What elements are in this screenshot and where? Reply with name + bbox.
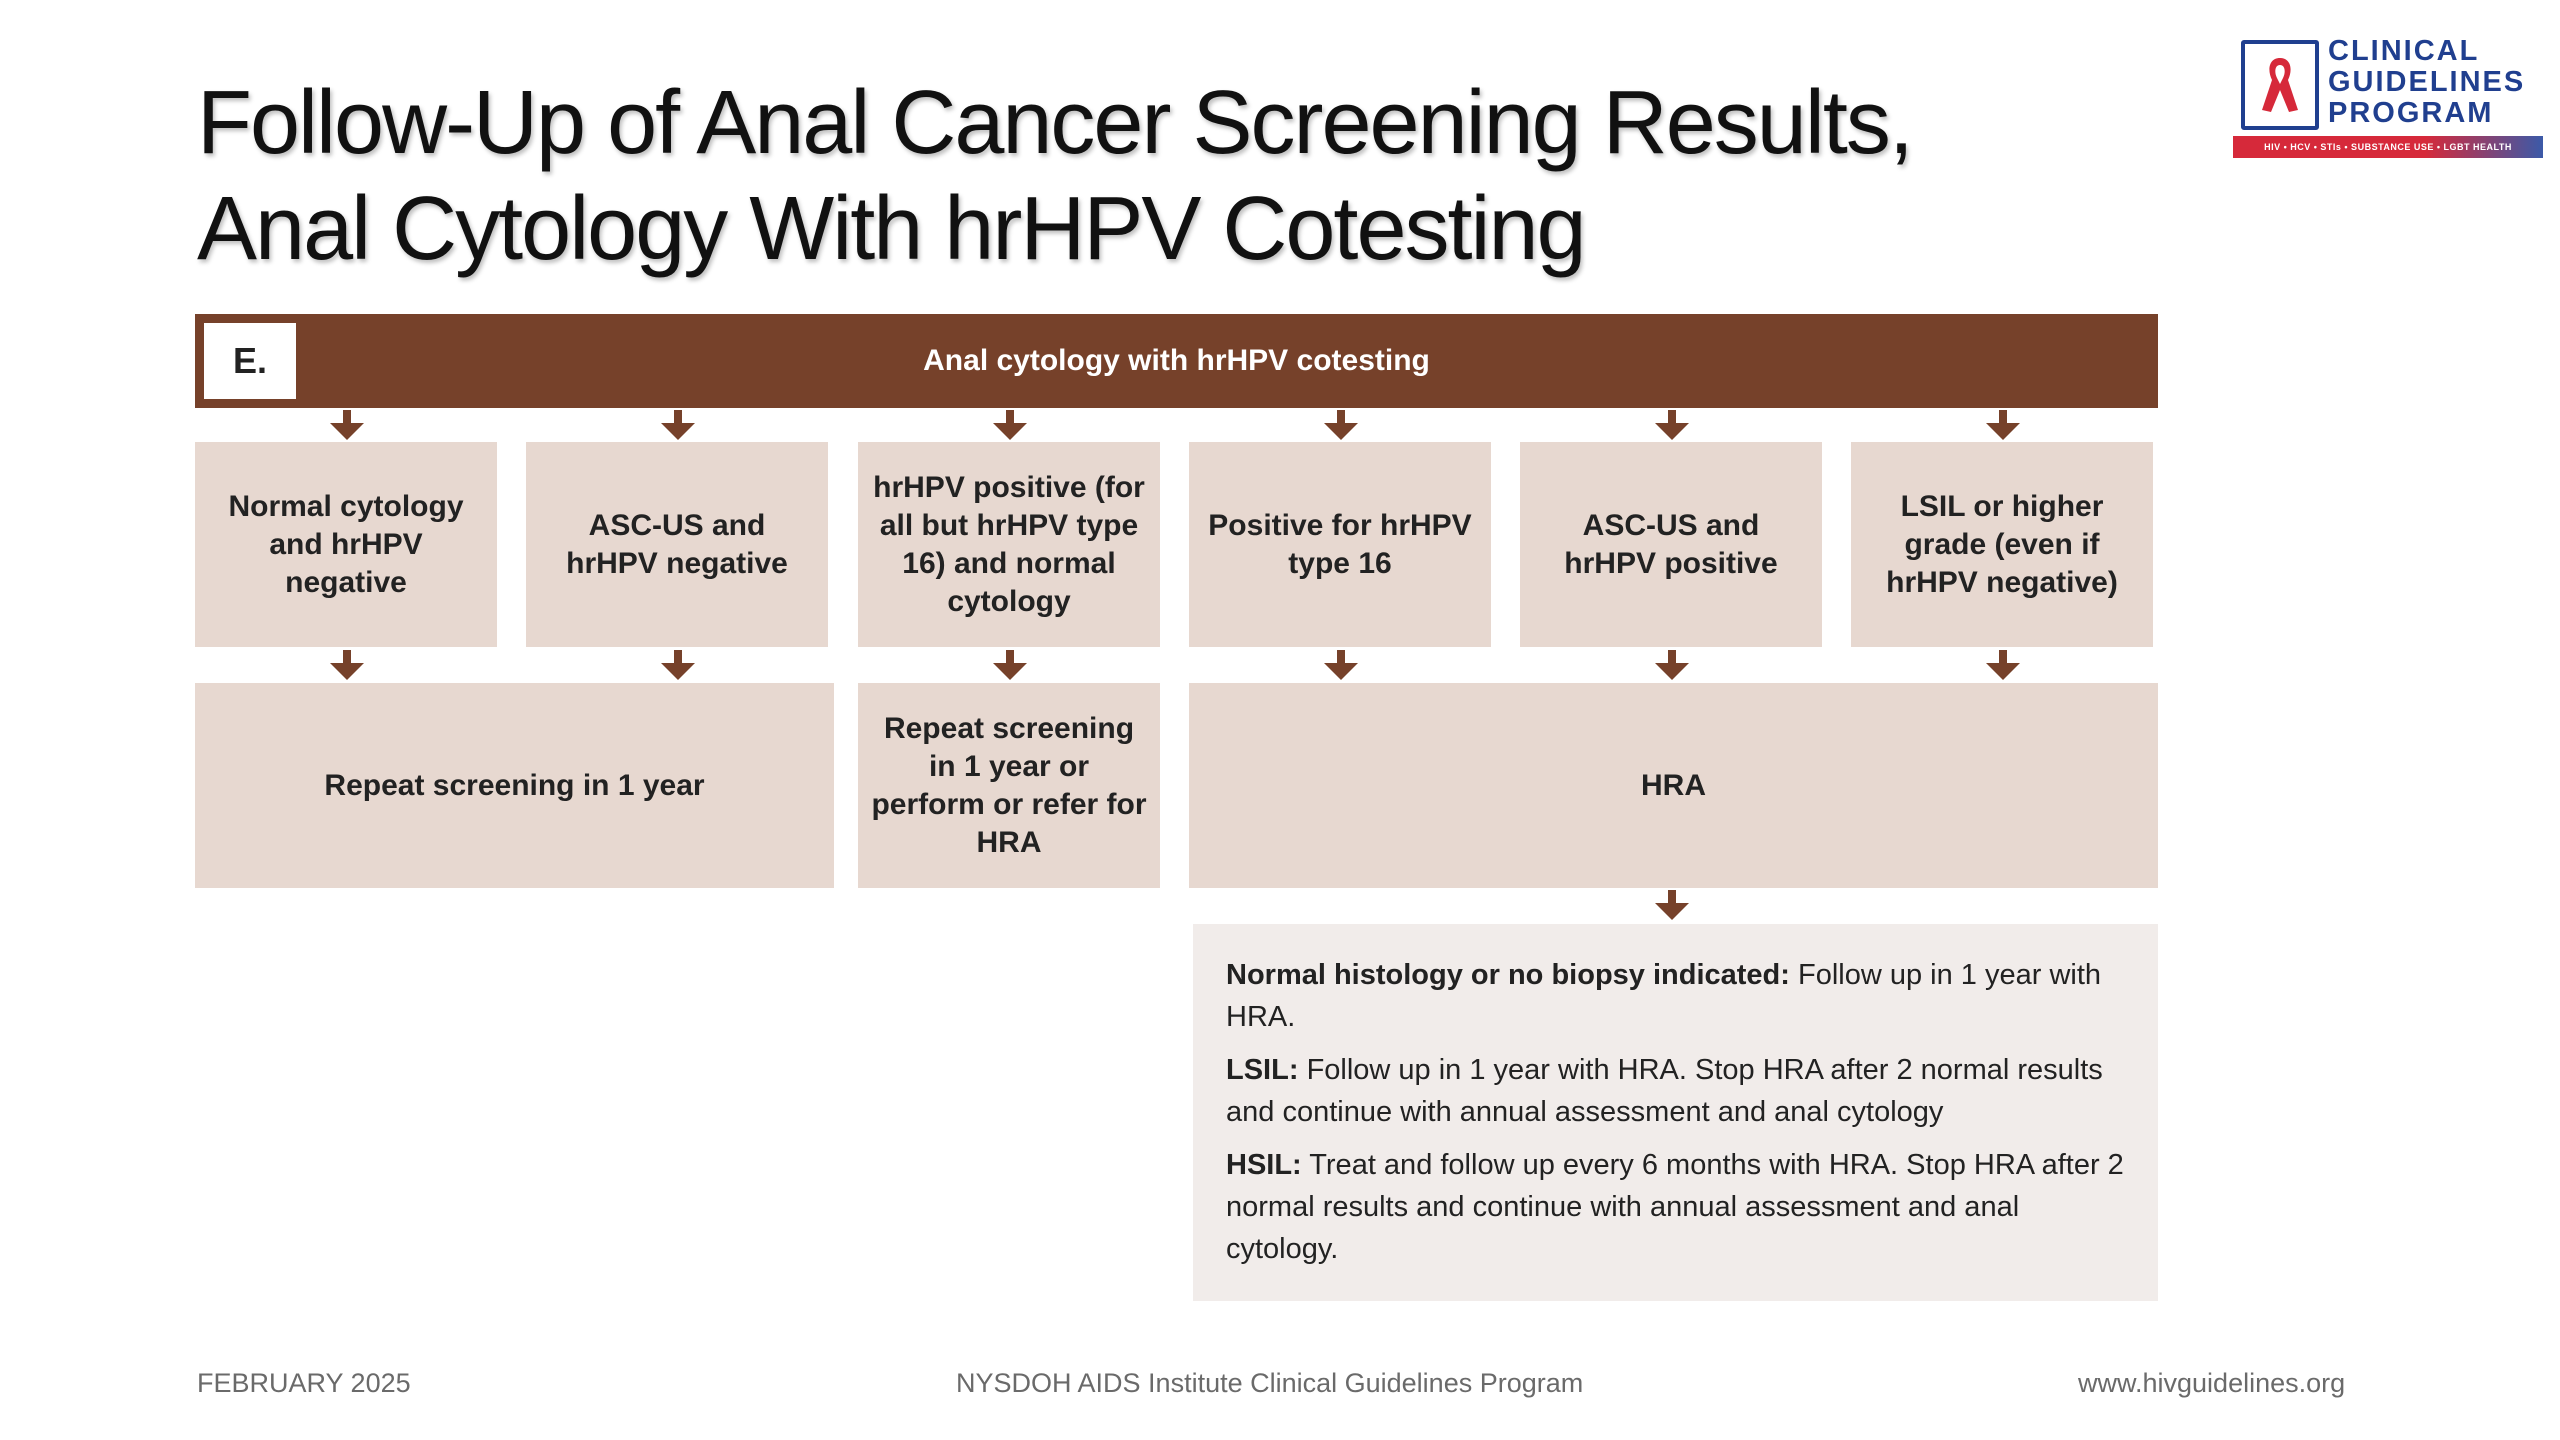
arrow-down-icon [661, 410, 695, 440]
arrow-down-icon [1324, 650, 1358, 680]
action-repeat-or-hra: Repeat screening in 1 year or perform or refer for HRA [858, 683, 1160, 888]
arrow-down-icon [1986, 410, 2020, 440]
footer-date: FEBRUARY 2025 [197, 1368, 411, 1398]
outcome-lsil: LSIL: Follow up in 1 year with HRA. Stop HRA after 2 normal results and continue with annual assessment and anal cytology [1226, 1054, 2103, 1128]
action-repeat-screening: Repeat screening in 1 year [195, 683, 834, 888]
hra-outcomes [1193, 924, 2158, 1301]
clinical-guidelines-logo [2233, 36, 2543, 160]
slide-title-line-1: Follow-Up of Anal Cancer Screening Results, [197, 73, 1912, 173]
footer-program: NYSDOH AIDS Institute Clinical Guidelines Program [956, 1368, 1584, 1398]
outcome-hsil: HSIL: Treat and follow up every 6 months with HRA. Stop HRA after 2 normal results and continue with annual assessment and anal cytology. [1226, 1149, 2124, 1265]
red-ribbon-icon [2241, 40, 2319, 130]
flowchart-header-text: Anal cytology with hrHPV cotesting [923, 344, 1430, 377]
result-hrhpv-type-16: Positive for hrHPV type 16 [1189, 442, 1491, 647]
slide-title-line-2: Anal Cytology With hrHPV Cotesting [197, 179, 1585, 279]
logo-wordmark: CLINICAL GUIDELINES PROGRAM [2328, 35, 2526, 129]
arrow-down-icon [330, 410, 364, 440]
result-ascus-hrhpv-positive: ASC-US and hrHPV positive [1520, 442, 1822, 647]
arrow-down-icon [1655, 650, 1689, 680]
arrow-down-icon [330, 650, 364, 680]
result-lsil-or-higher: LSIL or higher grade (even if hrHPV negative) [1851, 442, 2153, 647]
panel-label: E. [204, 323, 296, 399]
result-ascus-hrhpv-negative: ASC-US and hrHPV negative [526, 442, 828, 647]
arrow-down-icon [661, 650, 695, 680]
result-hrhpv-positive-normal-cytology: hrHPV positive (for all but hrHPV type 16) and normal cytology [858, 442, 1160, 647]
arrow-down-icon [1324, 410, 1358, 440]
arrow-down-icon [993, 410, 1027, 440]
arrow-down-icon [993, 650, 1027, 680]
action-hra: HRA [1189, 683, 2158, 888]
arrow-down-icon [1655, 410, 1689, 440]
slide-title [197, 70, 1912, 282]
arrow-down-icon [1655, 890, 1689, 920]
outcome-normal-histology: Normal histology or no biopsy indicated: Follow up in 1 year with HRA. [1226, 959, 2102, 1033]
footer-url[interactable]: www.hivguidelines.org [2078, 1368, 2346, 1398]
arrow-down-icon [1986, 650, 2020, 680]
logo-topic-band: HIV • HCV • STIs • SUBSTANCE USE • LGBT HEALTH [2233, 136, 2543, 158]
result-normal-hrhpv-negative: Normal cytology and hrHPV negative [195, 442, 497, 647]
flowchart-header [195, 314, 2158, 408]
